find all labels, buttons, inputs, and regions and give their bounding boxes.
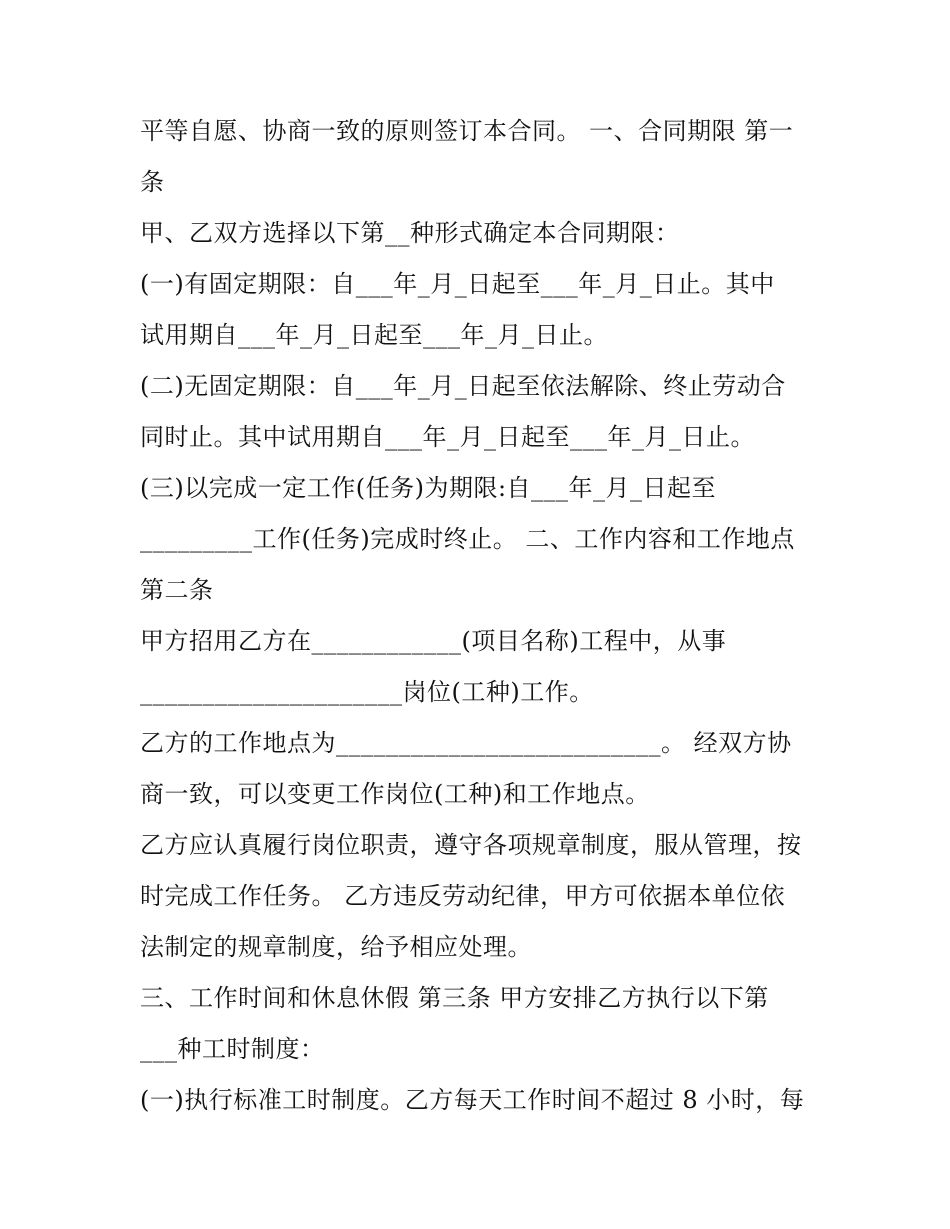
text-line: (一)有固定期限：自___年_月_日起至___年_月_日止。其中 [140, 270, 775, 298]
text-line: 平等自愿、协商一致的原则签订本合同。 一、合同期限 第一 [140, 117, 794, 145]
text-line: 商一致，可以变更工作岗位(工种)和工作地点。 [140, 780, 650, 808]
text-line: _____________________岗位(工种)工作。 [140, 678, 594, 706]
text-line: 试用期自___年_月_日起至___年_月_日止。 [140, 321, 608, 349]
contract-text [140, 106, 820, 1126]
text-line: 条 [140, 168, 165, 196]
text-line: 三、工作时间和休息休假 第三条 甲方安排乙方执行以下第 [140, 984, 769, 1012]
text-line: 甲、乙双方选择以下第__种形式确定本合同期限： [140, 219, 680, 247]
text-line: (三)以完成一定工作(任务)为期限:自___年_月_日起至 [140, 474, 717, 502]
text-line: 同时止。其中试用期自___年_月_日起至___年_月_日止。 [140, 423, 755, 451]
text-line: ___种工时制度： [140, 1035, 325, 1063]
text-line: (二)无固定期限：自___年_月_日起至依法解除、终止劳动合 [140, 372, 786, 400]
text-line: 时完成工作任务。 乙方违反劳动纪律，甲方可依据本单位依 [140, 882, 786, 910]
text-line: 第二条 [140, 576, 214, 604]
text-line: (一)执行标准工时制度。乙方每天工作时间不超过 8 小时，每 [140, 1086, 805, 1114]
text-line: 乙方应认真履行岗位职责，遵守各项规章制度，服从管理，按 [140, 831, 802, 859]
text-line: 法制定的规章制度，给予相应处理。 [140, 933, 532, 961]
text-line: 甲方招用乙方在____________(项目名称)工程中，从事 [140, 627, 727, 655]
text-line: 乙方的工作地点为__________________________。 经双方协 [140, 729, 792, 757]
text-line: _________工作(任务)完成时终止。 二、工作内容和工作地点 [140, 525, 795, 553]
